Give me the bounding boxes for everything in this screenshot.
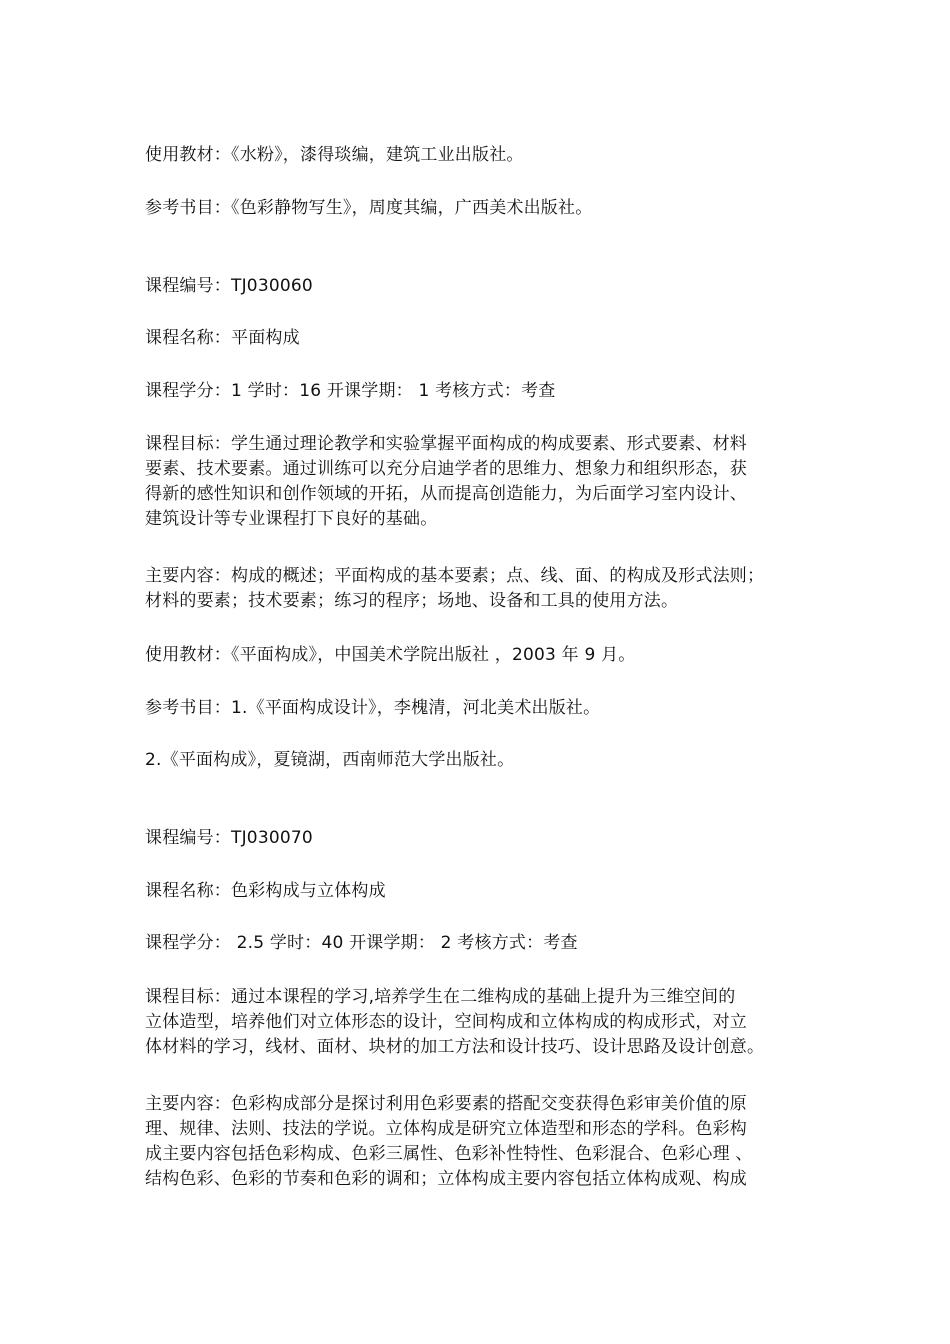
content-line: 成主要内容包括色彩构成、色彩三属性、色彩补性特性、色彩混合、色彩心理 、 — [145, 1144, 753, 1164]
content-line: 材料的要素；技术要素；练习的程序；场地、设备和工具的使用方法。 — [145, 591, 679, 611]
course-070-credits: 课程学分： 2.5 学时：40 开课学期： 2 考核方式：考查 — [145, 933, 578, 953]
prev-textbook: 使用教材：《水粉》，漆得琰编，建筑工业出版社。 — [145, 145, 524, 165]
goal-line: 建筑设计等专业课程打下良好的基础。 — [145, 509, 438, 529]
goal-line: 体材料的学习，线材、面材、块材的加工方法和设计技巧、设计思路及设计创意。 — [145, 1037, 765, 1057]
goal-line: 得新的感性知识和创作领域的开拓，从而提高创造能力，为后面学习室内设计、 — [145, 484, 747, 504]
content-line: 理、规律、法则、技法的学说。立体构成是研究立体造型和形态的学科。色彩构 — [145, 1119, 747, 1139]
course-060-textbook: 使用教材：《平面构成》，中国美术学院出版社 ，2003 年 9 月。 — [145, 645, 636, 665]
content-line: 主要内容：构成的概述；平面构成的基本要素；点、线、面、的构成及形式法则； — [145, 566, 765, 586]
prev-reference: 参考书目：《色彩静物写生》，周度其编，广西美术出版社。 — [145, 198, 593, 218]
content-line: 主要内容：色彩构成部分是探讨利用色彩要素的搭配交变获得色彩审美价值的原 — [145, 1094, 747, 1114]
goal-line: 要素、技术要素。通过训练可以充分启迪学者的思维力、想象力和组织形态，获 — [145, 459, 747, 479]
goal-line: 立体造型，培养他们对立体形态的设计，空间构成和立体构成的构成形式，对立 — [145, 1012, 747, 1032]
goal-line: 课程目标：通过本课程的学习,培养学生在二维构成的基础上提升为三维空间的 — [145, 987, 736, 1007]
goal-line: 课程目标：学生通过理论教学和实验掌握平面构成的构成要素、形式要素、材料 — [145, 434, 747, 454]
course-060-credits: 课程学分：1 学时：16 开课学期： 1 考核方式：考查 — [145, 381, 556, 401]
course-070-name: 课程名称：色彩构成与立体构成 — [145, 881, 386, 901]
course-060-reference-1: 参考书目：1.《平面构成设计》，李槐清，河北美术出版社。 — [145, 698, 601, 718]
course-060-name: 课程名称：平面构成 — [145, 328, 300, 348]
course-070-code: 课程编号：TJ030070 — [145, 828, 313, 848]
content-line: 结构色彩、色彩的节奏和色彩的调和；立体构成主要内容包括立体构成观、构成 — [145, 1169, 747, 1189]
course-060-reference-2: 2.《平面构成》，夏镜湖，西南师范大学出版社。 — [145, 750, 515, 770]
course-060-code: 课程编号：TJ030060 — [145, 276, 313, 296]
